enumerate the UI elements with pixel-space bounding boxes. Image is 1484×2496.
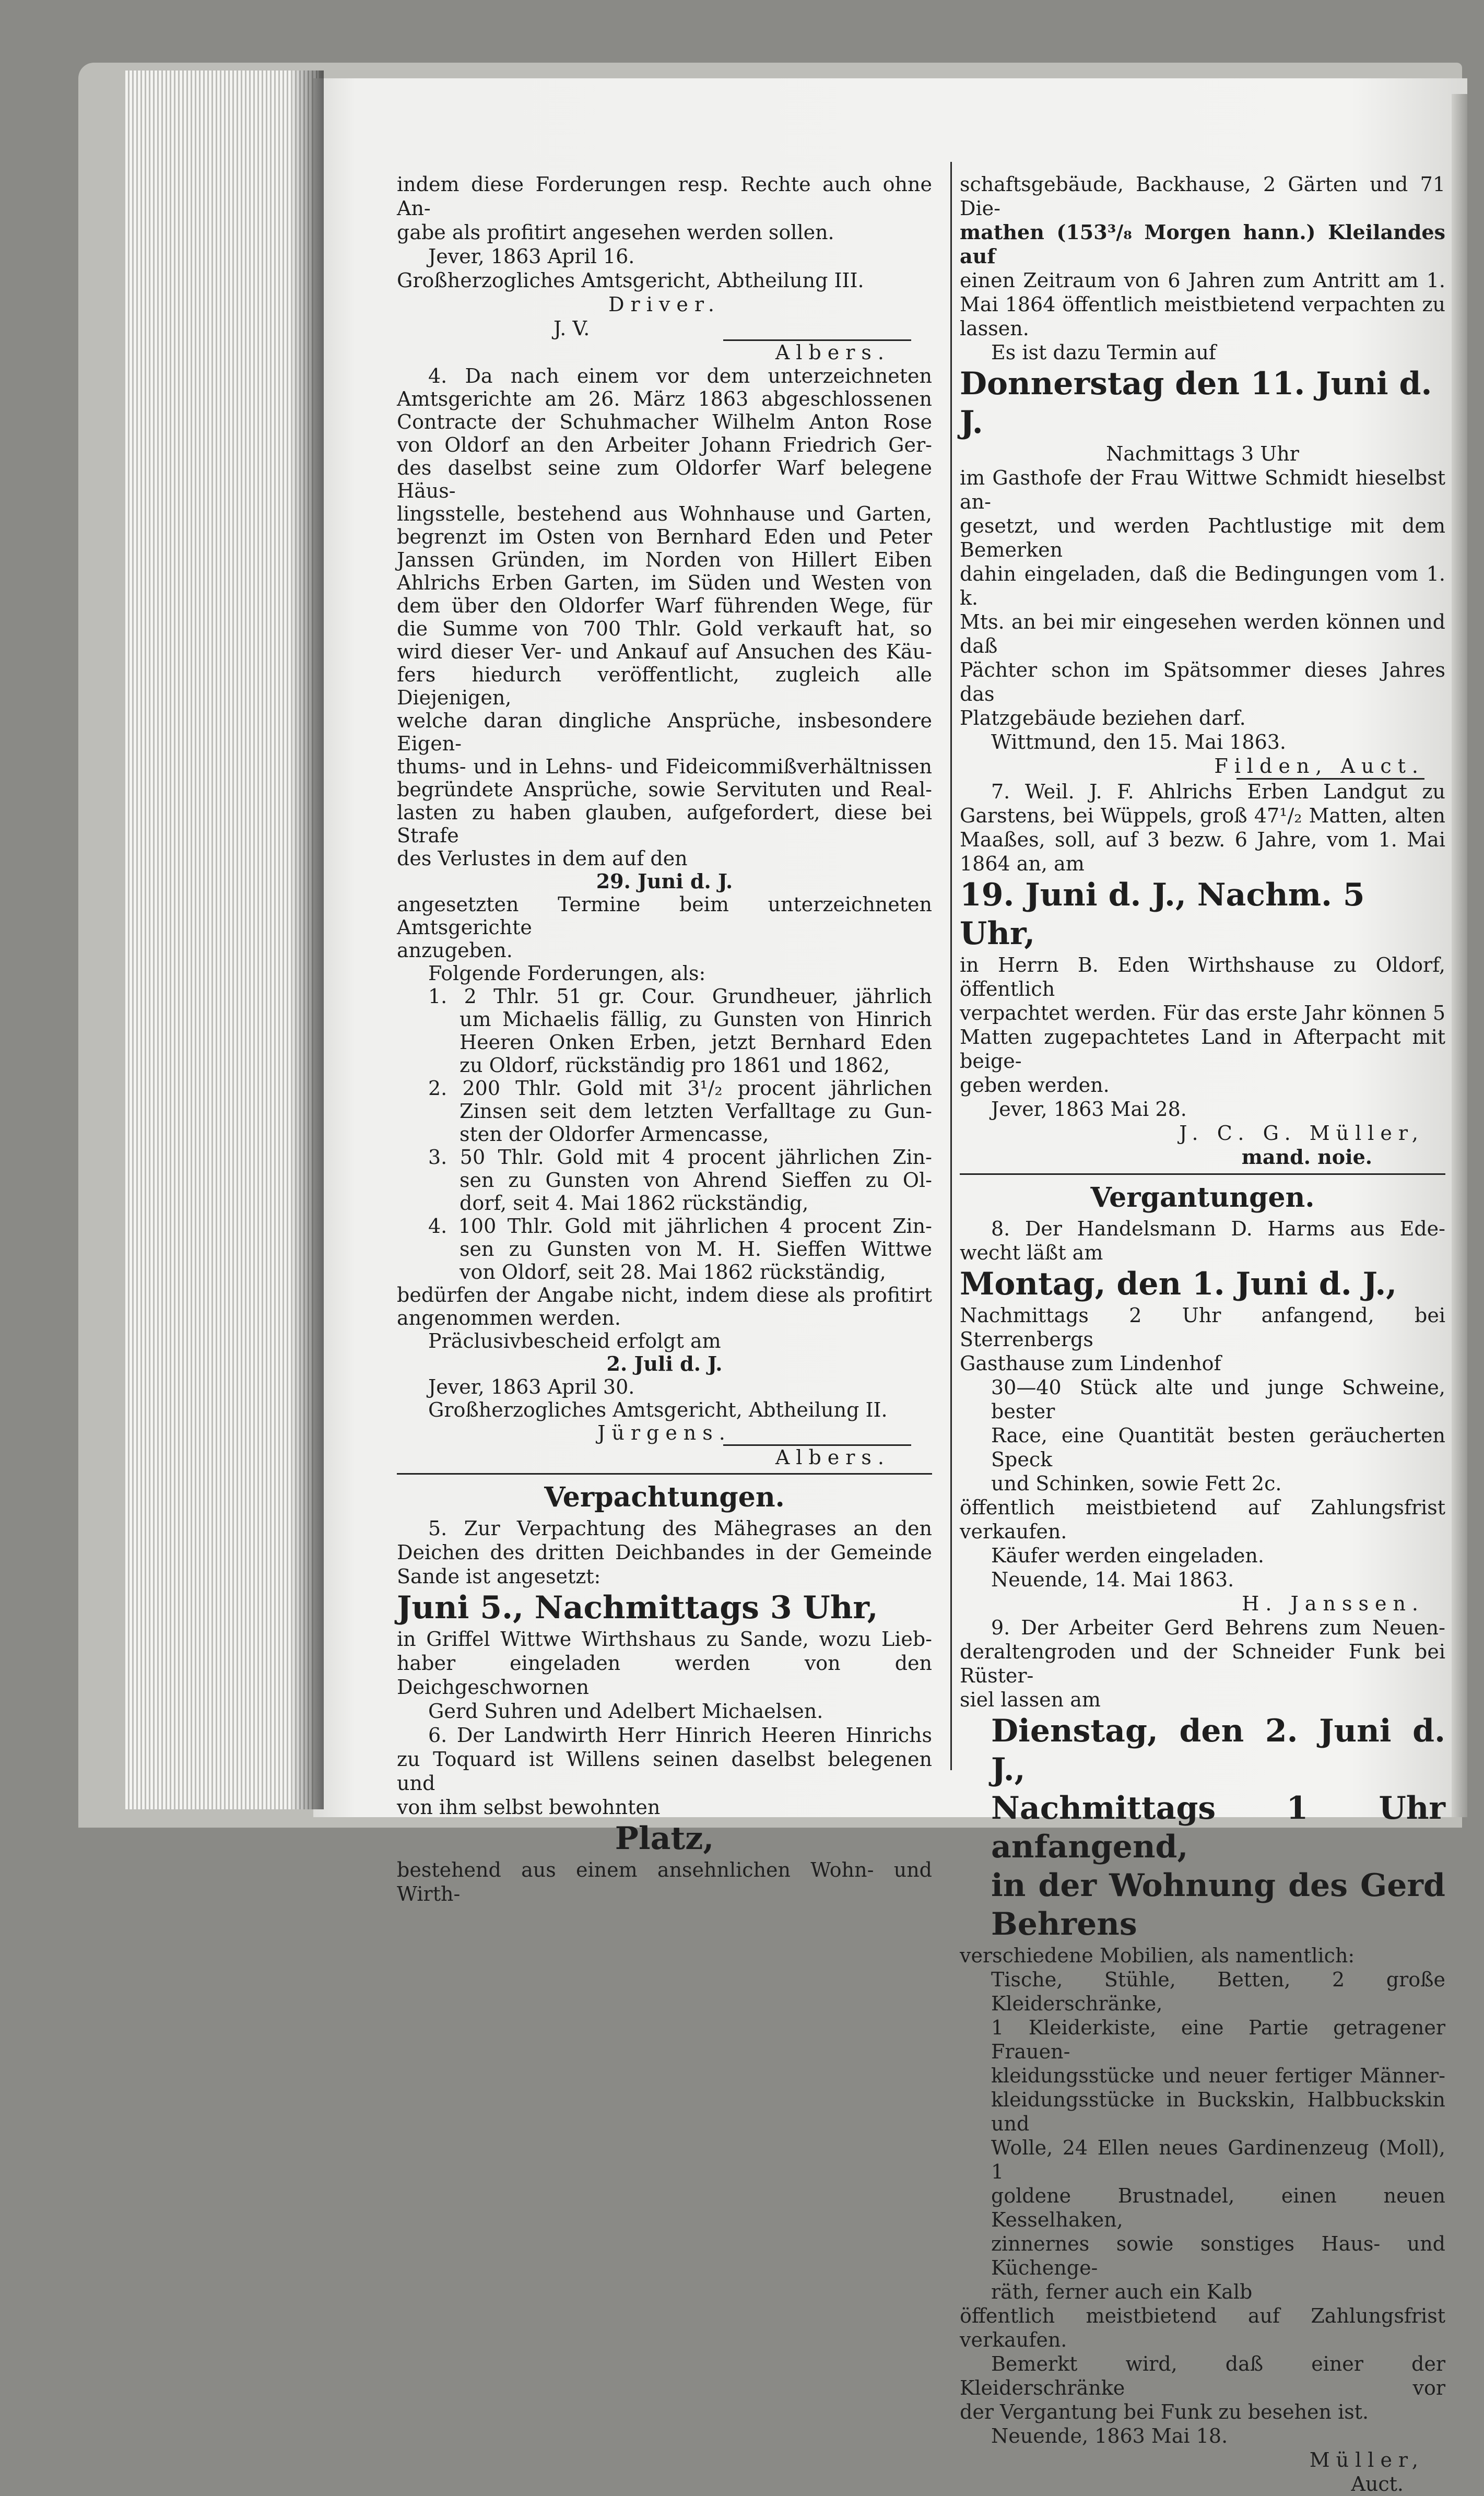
text-line: angesetzten Termine beim unterzeichneten Amtsgerichte: [397, 893, 932, 939]
property-title: Platz,: [615, 1820, 714, 1857]
text-line: gesetzt, und werden Pachtlustige mit dem Bemerken: [960, 514, 1445, 561]
text-line: von Oldorf an den Arbeiter Johann Friedrich Ger-: [397, 433, 932, 456]
text-line: und Schinken, sowie Fett 2c.: [991, 1472, 1282, 1495]
text-line: Heeren Onken Erben, jetzt Bernhard Eden: [460, 1031, 932, 1054]
text-line: 4. Da nach einem vor dem unterzeichneten: [428, 364, 932, 387]
text-line: Ahlrichs Erben Garten, im Süden und Westen von: [397, 571, 932, 594]
text-line: in Griffel Wittwe Wirthshaus zu Sande, wozu Lieb-: [397, 1628, 932, 1651]
text-line: wird dieser Ver- und Ankauf auf Ansuchen des Käu-: [397, 640, 932, 663]
text-line: zu Toquard ist Willens seinen daselbst belegenen und: [397, 1748, 932, 1795]
text-line: bestehend aus einem ansehnlichen Wohn- und Wirth-: [397, 1858, 932, 1905]
text-line: 1864 an, am: [960, 852, 1085, 875]
auct-label: Auct.: [1351, 2473, 1404, 2495]
text-line: die Summe von 700 Thlr. Gold verkauft hat, so: [397, 617, 932, 640]
text-line: gabe als profitirt angesehen werden sollen.: [397, 221, 834, 244]
text-line: wecht läßt am: [960, 1241, 1103, 1264]
notice-date: Jever, 1863 April 30.: [428, 1375, 635, 1398]
auction-title-block: [960, 1712, 1445, 1944]
text-line: zu Oldorf, rückständig pro 1861 und 1862,: [460, 1054, 890, 1077]
text-line: angenommen werden.: [397, 1306, 621, 1329]
clerk-name: Albers.: [775, 341, 890, 364]
text-line: mathen (153³/₈ Morgen hann.) Kleilandes auf: [960, 220, 1445, 268]
text-line: thums- und in Lehns- und Fideicommißverhältnissen: [397, 755, 932, 778]
clerk-name: Albers.: [775, 1446, 890, 1469]
notice-date: Neuende, 1863 Mai 18.: [991, 2424, 1228, 2447]
text-line: Bemerkt wird, daß einer der Kleiderschränke vor: [960, 2352, 1445, 2399]
text-line: Deichen des dritten Deichbandes in der Gemeinde: [397, 1541, 932, 1564]
auction-date-big: Juni 5., Nachmittags 3 Uhr,: [397, 1590, 878, 1626]
notice-date: Jever, 1863 Mai 28.: [991, 1098, 1187, 1121]
text-line: 30—40 Stück alte und junge Schweine, bester: [991, 1376, 1445, 1423]
text-line: der Vergantung bei Funk zu besehen ist.: [960, 2400, 1369, 2423]
text-line: von Oldorf, seit 28. Mai 1862 rückständig,: [460, 1261, 886, 1284]
auction-date-big: Montag, den 1. Juni d. J.,: [960, 1266, 1397, 1302]
text-line: öffentlich meistbietend auf Zahlungsfrist verkaufen.: [960, 1496, 1445, 1543]
text-line: Nachmittags 2 Uhr anfangend, bei Sterrenbergs: [960, 1304, 1445, 1351]
mandate-note: mand. noie.: [1241, 1145, 1372, 1169]
preclusion-text: Präclusivbescheid erfolgt am: [428, 1329, 721, 1352]
auction-date-big: Donnerstag den 11. Juni d. J.: [960, 366, 1432, 441]
text-line: dahin eingeladen, daß die Bedingungen vom 1. k.: [960, 562, 1445, 609]
jv-label: J. V.: [553, 317, 590, 340]
text-line: kleidungsstücke in Buckskin, Halbbuckskin und: [991, 2088, 1445, 2135]
page-edges: [125, 70, 319, 1809]
text-line: Es ist dazu Termin auf: [991, 341, 1216, 364]
text-line: goldene Brustnadel, einen neuen Kesselhaken,: [991, 2184, 1445, 2231]
notice-date: Neuende, 14. Mai 1863.: [991, 1568, 1234, 1591]
text-line: um Michaelis fällig, zu Gunsten von Hinrich: [460, 1008, 932, 1031]
text-line: 8. Der Handelsmann D. Harms aus Ede-: [991, 1217, 1445, 1240]
text-line: 9. Der Arbeiter Gerd Behrens zum Neuen-: [991, 1616, 1445, 1639]
judge-name: Jürgens.: [597, 1421, 732, 1444]
text-line: Platzgebäude beziehen darf.: [960, 707, 1246, 729]
text-line: 1. 2 Thlr. 51 gr. Cour. Grundheuer, jährlich: [428, 985, 932, 1008]
text-line: Amtsgerichte am 26. März 1863 abgeschlossenen: [397, 387, 932, 410]
judge-name: Driver.: [608, 293, 721, 316]
text-line: des daselbst seine zum Oldorfer Warf belegene Häus-: [397, 456, 932, 502]
text-line: bedürfen der Angabe nicht, indem diese als profitirt: [397, 1284, 932, 1306]
auction-time: Nachmittags 3 Uhr: [1106, 442, 1299, 465]
text-line: Gasthause zum Lindenhof: [960, 1352, 1221, 1375]
auction-date-big: Nachmittags 1 Uhr anfangend,: [991, 1790, 1445, 1865]
text-line: Gerd Suhren und Adelbert Michaelsen.: [428, 1700, 823, 1723]
section-rule: [397, 1473, 932, 1475]
claims-intro: Folgende Forderungen, als:: [428, 962, 706, 985]
text-line: 3. 50 Thlr. Gold mit 4 procent jährlichen Zin-: [428, 1146, 932, 1169]
text-line: begrenzt im Osten von Bernhard Eden und Peter: [397, 525, 932, 548]
text-line: siel lassen am: [960, 1688, 1101, 1711]
term-date: 29. Juni d. J.: [596, 869, 733, 893]
text-line: Garstens, bei Wüppels, groß 47¹/₂ Matten, alten: [960, 804, 1445, 827]
text-line: Mts. an bei mir eingesehen werden können und daß: [960, 610, 1445, 657]
signature: H. Janssen.: [1242, 1592, 1424, 1615]
signature: J. C. G. Müller,: [1179, 1122, 1424, 1145]
text-line: des Verlustes in dem auf den: [397, 847, 688, 870]
list-item: [397, 1146, 932, 1215]
text-line: 7. Weil. J. F. Ahlrichs Erben Landgut zu: [991, 780, 1445, 803]
text-line: 4. 100 Thlr. Gold mit jährlichen 4 procent Zin-: [428, 1215, 932, 1238]
signature-row: [397, 316, 932, 340]
text-line: Zinsen seit dem letzten Verfalltage zu Gun-: [460, 1100, 932, 1123]
text-line: indem diese Forderungen resp. Rechte auch ohne An-: [397, 173, 932, 220]
text-line: lasten zu haben glauben, aufgefordert, diese bei Strafe: [397, 801, 932, 847]
notice-date: Wittmund, den 15. Mai 1863.: [991, 731, 1287, 753]
text-line: begründete Ansprüche, sowie Servituten und Real-: [397, 778, 932, 801]
auction-date-big: Behrens: [991, 1906, 1137, 1942]
text-line: verschiedene Mobilien, als namentlich:: [960, 1944, 1355, 1967]
signature-rule: [723, 339, 911, 341]
text-line: sen zu Gunsten von Ahrend Sieffen zu Ol-: [460, 1169, 932, 1192]
text-line: Mai 1864 öffentlich meistbietend verpachten zu lassen.: [960, 293, 1445, 340]
text-line: Maaßes, soll, auf 3 bezw. 6 Jahre, vom 1. Mai: [960, 828, 1445, 851]
text-line: Wolle, 24 Ellen neues Gardinenzeug (Moll), 1: [991, 2136, 1445, 2183]
text-line: im Gasthofe der Frau Wittwe Schmidt hieselbst an-: [960, 466, 1445, 513]
claims-list: [397, 985, 932, 1284]
text-line: schaftsgebäude, Backhause, 2 Gärten und 71 Die-: [960, 173, 1445, 220]
text-line: haber eingeladen werden von den Deichgeschwornen: [397, 1652, 932, 1699]
text-line: 5. Zur Verpachtung des Mähegrases an den: [428, 1517, 932, 1540]
text-line: Matten zugepachtetes Land in Afterpacht mit beige-: [960, 1026, 1445, 1073]
text-line: deraltengroden und der Schneider Funk bei Rüster-: [960, 1640, 1445, 1687]
notice-date: Jever, 1863 April 16.: [428, 245, 635, 268]
text-line: kleidungsstücke und neuer fertiger Männer-: [991, 2064, 1445, 2087]
preclusion-date: 2. Juli d. J.: [606, 1352, 723, 1375]
text-line: Pächter schon im Spätsommer dieses Jahres das: [960, 658, 1445, 705]
section-heading: Verpachtungen.: [544, 1481, 785, 1513]
text-line: Tische, Stühle, Betten, 2 große Kleiderschränke,: [991, 1968, 1445, 2015]
left-column: [397, 172, 932, 1906]
text-line: dorf, seit 4. Mai 1862 rückständig,: [460, 1192, 809, 1215]
text-line: einen Zeitraum von 6 Jahren zum Antritt am 1.: [960, 269, 1445, 292]
right-column: [960, 172, 1445, 2496]
section-heading: Vergantungen.: [1090, 1182, 1315, 1214]
section-rule: [960, 1173, 1445, 1175]
court-name: Großherzogliches Amtsgericht, Abtheilung II.: [428, 1398, 888, 1421]
right-page-edge: [1452, 94, 1467, 1817]
text-line: räth, ferner auch ein Kalb: [991, 2280, 1253, 2303]
text-line: Sande ist angesetzt:: [397, 1565, 601, 1588]
list-item: [397, 1215, 932, 1284]
list-item: [397, 1077, 932, 1146]
auction-date-big: Dienstag, den 2. Juni d. J.,: [991, 1713, 1445, 1788]
auction-date-big: 19. Juni d. J., Nachm. 5 Uhr,: [960, 877, 1365, 952]
text-line: welche daran dingliche Ansprüche, insbesondere Eigen-: [397, 709, 932, 755]
court-name: Großherzogliches Amtsgericht, Abtheilung III.: [397, 269, 864, 292]
text-line: in Herrn B. Eden Wirthshause zu Oldorf, öffentlich: [960, 953, 1445, 1000]
text-line: lingsstelle, bestehend aus Wohnhause und Garten,: [397, 502, 932, 525]
text-line: 1 Kleiderkiste, eine Partie getragener Frauen-: [991, 2016, 1445, 2063]
signature: Müller,: [1309, 2448, 1424, 2471]
text-line: von ihm selbst bewohnten: [397, 1796, 661, 1819]
text-line: zinnernes sowie sonstiges Haus- und Küchenge-: [991, 2232, 1445, 2279]
text-line: Contracte der Schuhmacher Wilhelm Anton Rose: [397, 410, 932, 433]
text-line: Race, eine Quantität besten geräucherten Speck: [991, 1424, 1445, 1471]
auction-date-big: in der Wohnung des Gerd: [991, 1867, 1445, 1904]
text-line: dem über den Oldorfer Warf führenden Wege, für: [397, 594, 932, 617]
text-line: öffentlich meistbietend auf Zahlungsfrist verkaufen.: [960, 2304, 1445, 2351]
text-line: verpachtet werden. Für das erste Jahr können 5: [960, 1002, 1445, 1025]
text-line: 2. 200 Thlr. Gold mit 3¹/₂ procent jährlichen: [428, 1077, 932, 1100]
text-line: Janssen Gründen, im Norden von Hillert Eiben: [397, 548, 932, 571]
spine-shadow: [292, 70, 324, 1809]
text-line: anzugeben.: [397, 939, 513, 962]
text-line: Käufer werden eingeladen.: [991, 1544, 1264, 1567]
list-item: [397, 985, 932, 1077]
column-divider: [950, 162, 952, 1770]
text-line: sten der Oldorfer Armencasse,: [460, 1123, 769, 1146]
text-line: 6. Der Landwirth Herr Hinrich Heeren Hinrichs: [428, 1724, 932, 1747]
text-line: fers hiedurch veröffentlicht, zugleich alle Diejenigen,: [397, 663, 932, 709]
signature: Filden, Auct.: [1214, 755, 1424, 778]
text-line: geben werden.: [960, 1074, 1110, 1097]
text-line: sen zu Gunsten von M. H. Sieffen Wittwe: [460, 1238, 932, 1261]
